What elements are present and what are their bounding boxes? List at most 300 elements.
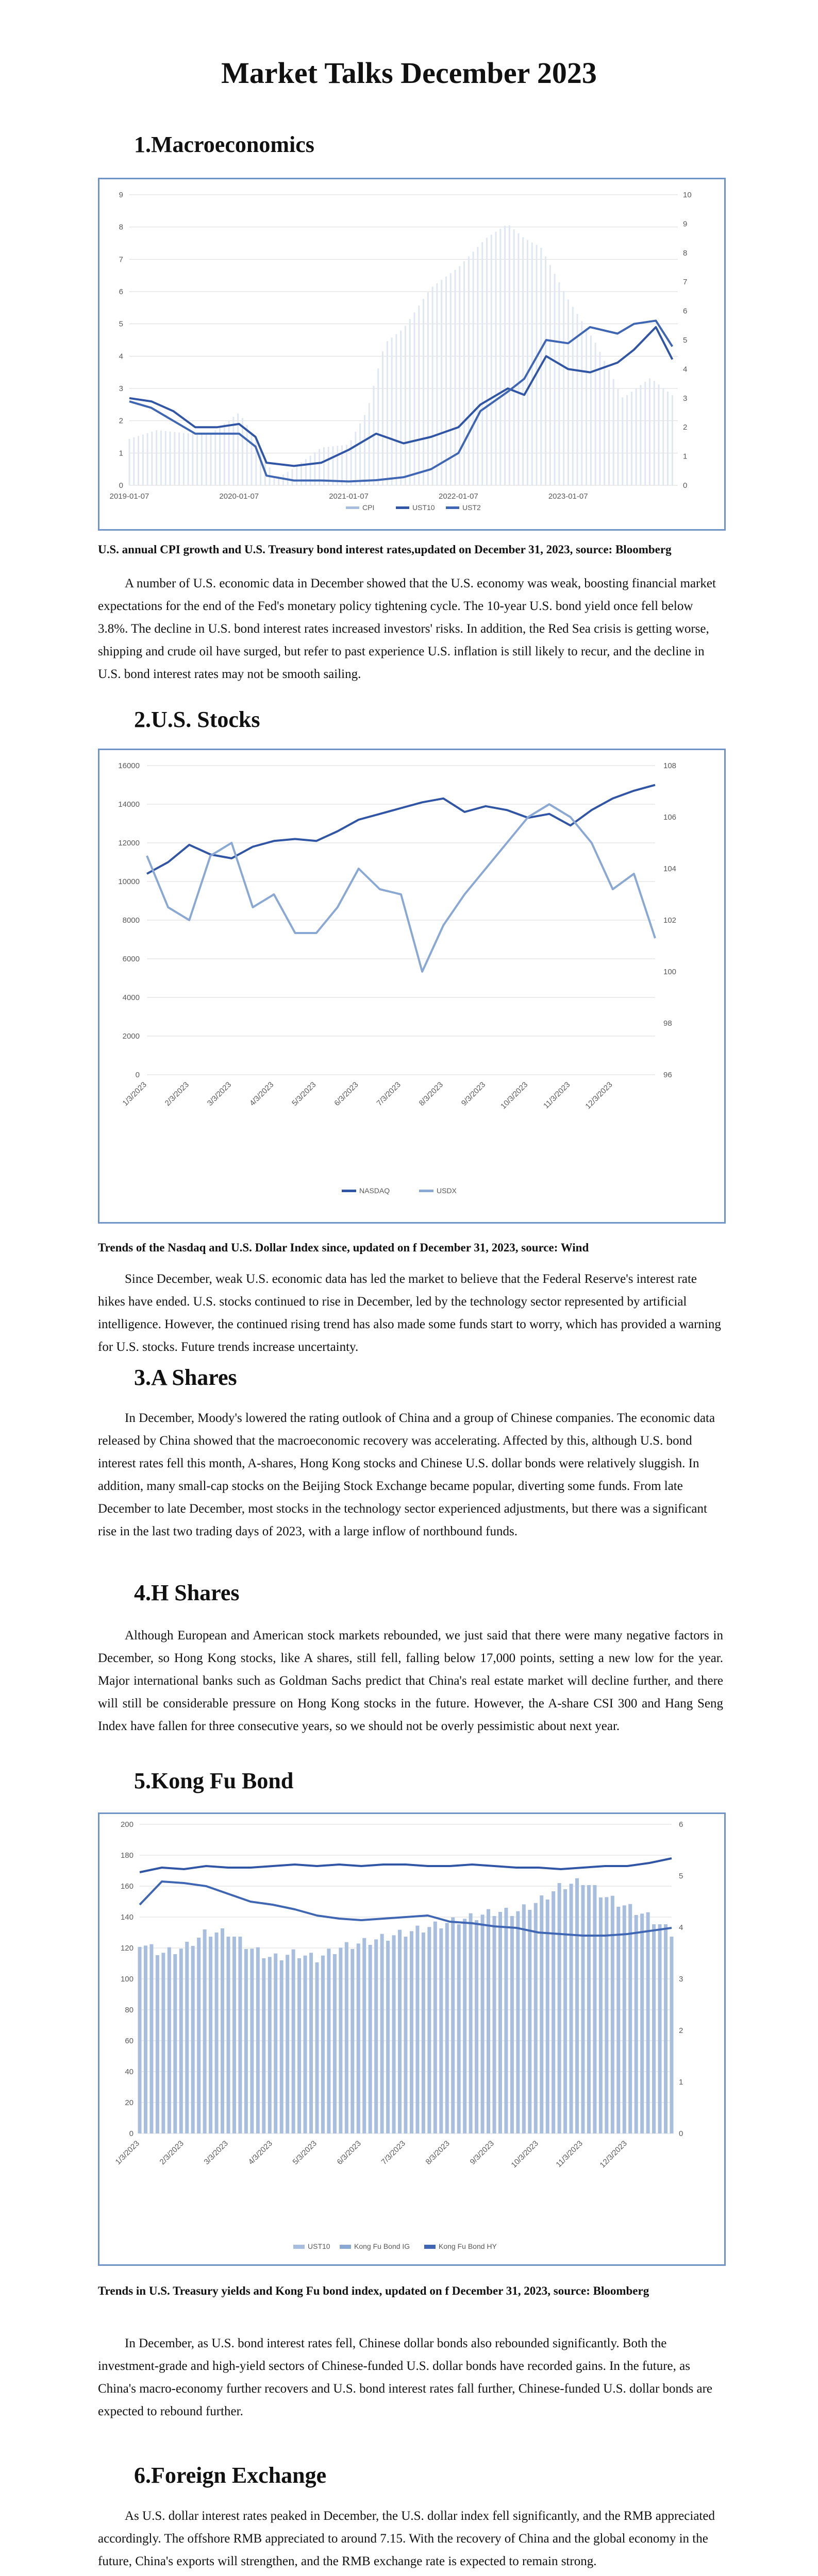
ust10-bar: [350, 1949, 354, 2133]
ust10-bar: [439, 1928, 443, 2133]
chart-kong-fu-bond: [98, 1812, 726, 2266]
cpi-bar: [554, 274, 556, 485]
cpi-bar: [595, 343, 596, 485]
cpi-bar: [174, 432, 175, 485]
cpi-bar: [481, 242, 483, 485]
cpi-bar: [662, 388, 664, 485]
ust10-bar: [605, 1897, 608, 2133]
cpi-bar: [513, 229, 515, 485]
legend-swatch: [396, 506, 409, 509]
cpi-bar: [622, 397, 623, 485]
chart-cpi-treasury-svg: [99, 179, 724, 529]
ust10-bar: [599, 1897, 603, 2133]
legend-label: CPI: [362, 503, 375, 512]
ust10-bar: [510, 1916, 514, 2133]
legend-label: UST10: [412, 503, 435, 512]
x-tick-label: 5/3/2023: [291, 2139, 319, 2167]
x-tick-label: 9/3/2023: [459, 1080, 488, 1108]
cpi-bar: [455, 270, 456, 485]
ust10-bar: [445, 1923, 449, 2133]
cpi-bar: [468, 257, 470, 485]
cpi-bar: [210, 433, 212, 485]
legend-label: UST10: [308, 2242, 330, 2250]
y-tick-label: 7: [119, 255, 123, 264]
x-tick-label: 1/3/2023: [113, 2139, 141, 2167]
cpi-bar: [228, 420, 230, 485]
x-tick-label: 12/3/2023: [583, 1080, 614, 1111]
x-tick-label: 6/3/2023: [332, 1080, 360, 1108]
x-tick-label: 2020-01-07: [219, 492, 259, 501]
paragraph-us-stocks: Since December, weak U.S. economic data has led the market to believe that the Federal Reserve's interest rate hikes have ended. U.S. stocks continued to rise in December, led by the technology sector represented by artificial intelligence. However, the continued rising trend has also made some funds start to worry, which has provided a warning for U.S. stocks. Future trends increase uncertainty.: [98, 1272, 721, 1354]
y-tick-label: 40: [125, 2067, 133, 2076]
cpi-bar: [563, 291, 564, 485]
series-line-nasdaq: [147, 785, 655, 874]
cpi-bar: [527, 240, 528, 485]
cpi-bar: [377, 368, 379, 485]
series-line-kong-fu-bond-ig: [140, 1858, 672, 1872]
cpi-bar: [382, 351, 383, 485]
cpi-bar: [599, 352, 600, 485]
ust10-bar: [611, 1896, 614, 2133]
y-tick-label: 6: [119, 287, 123, 296]
cpi-bar: [183, 433, 185, 485]
cpi-bar: [558, 282, 560, 485]
cpi-bar: [328, 447, 329, 485]
y-tick-label: 120: [120, 1944, 133, 1953]
y-tick-label: 200: [120, 1820, 133, 1829]
ust10-bar: [362, 1938, 366, 2133]
x-tick-label: 2023-01-07: [548, 492, 588, 501]
cpi-bar: [151, 432, 153, 485]
cpi-bar: [654, 381, 655, 485]
ust10-bar: [274, 1954, 277, 2133]
ust10-bar: [422, 1933, 425, 2133]
y-right-tick-label: 9: [683, 219, 688, 229]
ust10-bar: [563, 1889, 567, 2133]
paragraph-macroeconomics: A number of U.S. economic data in December showed that the U.S. economy was weak, boosting financial market expectations for the end of the Fed's monetary policy tightening cycle. The 10-year U.S. bond yield once fell below 3.8%. The decline in U.S. bond interest rates increased investors' risks. In addition, the Red Sea crisis is getting worse, shipping and crude oil have surged, but refer to past experience U.S. inflation is still likely to recur, and the decline in U.S. bond interest rates may not be smooth sailing.: [98, 577, 716, 681]
cpi-bar: [658, 384, 660, 485]
legend-label: Kong Fu Bond HY: [439, 2242, 497, 2250]
ust10-bar: [209, 1937, 212, 2133]
cpi-bar: [292, 469, 293, 485]
cpi-bar: [590, 335, 592, 485]
legend-label: Kong Fu Bond IG: [354, 2242, 410, 2250]
ust10-bar: [197, 1938, 201, 2133]
ust10-bar: [522, 1904, 526, 2133]
y-right-tick-label: 6: [683, 307, 688, 316]
cpi-bar: [423, 299, 424, 485]
cpi-bar: [129, 439, 130, 485]
y-right-tick-label: 4: [679, 1923, 683, 1932]
ust10-bar: [534, 1903, 538, 2133]
cpi-bar: [201, 433, 203, 485]
cpi-bar: [667, 392, 669, 485]
ust10-bar: [670, 1937, 674, 2133]
y-tick-label: 5: [119, 319, 123, 329]
cpi-bar: [567, 299, 569, 485]
cpi-bar: [160, 431, 162, 485]
x-tick-label: 8/3/2023: [424, 2139, 452, 2167]
ust10-bar: [392, 1935, 396, 2133]
chart-caption-kong-fu-bond: Trends in U.S. Treasury yields and Kong Fu bond index, updated on f December 31, 2023, source: Bloomberg: [98, 2284, 649, 2297]
cpi-bar: [418, 306, 420, 485]
y-tick-label: 10000: [118, 877, 140, 886]
cpi-bar: [517, 233, 519, 485]
cpi-bar: [495, 232, 497, 485]
y-tick-label: 100: [120, 1975, 133, 1984]
legend-label: USDX: [437, 1187, 457, 1195]
ust10-bar: [268, 1957, 272, 2133]
cpi-bar: [450, 273, 452, 485]
y-right-tick-label: 8: [683, 248, 688, 258]
ust10-bar: [493, 1916, 496, 2133]
ust10-bar: [475, 1920, 478, 2133]
x-tick-label: 4/3/2023: [246, 2139, 274, 2167]
ust10-bar: [616, 1907, 620, 2133]
y-right-tick-label: 2: [679, 2026, 683, 2035]
ust10-bar: [339, 1947, 342, 2133]
cpi-bar: [499, 229, 501, 485]
ust10-bar: [623, 1905, 626, 2133]
cpi-bar: [491, 235, 492, 485]
y-tick-label: 0: [135, 1071, 140, 1079]
ust10-bar: [327, 1948, 330, 2133]
cpi-bar: [509, 225, 510, 485]
cpi-bar: [427, 292, 429, 485]
document-title: Market Talks December 2023: [221, 56, 597, 90]
cpi-bar: [644, 382, 646, 485]
cpi-bar: [445, 277, 447, 485]
cpi-bar: [549, 265, 551, 485]
cpi-bar: [273, 477, 275, 485]
cpi-bar: [332, 446, 334, 485]
y-tick-label: 8000: [122, 916, 140, 925]
x-tick-label: 10/3/2023: [499, 1080, 530, 1111]
ust10-bar: [292, 1950, 295, 2133]
cpi-bar: [577, 314, 578, 485]
ust10-bar: [427, 1927, 431, 2133]
cpi-bar: [232, 417, 234, 485]
paragraph-a-shares: In December, Moody's lowered the rating outlook of China and a group of Chinese companies. The economic data released by China showed that the macroeconomic recovery was accelerating. Affected by this, although U.S. bond interest rates fell this month, A-shares, Hong Kong stocks and Chinese U.S. dollar bonds were relatively sluggish. In addition, many small-cap stocks on the Beijing Stock Exchange became popular, diverting some funds. From late December to late December, most stocks in the technology sector experienced adjustments, but there was a significant rise in the last two trading days of 2023, with a large inflow of northbound funds.: [98, 1411, 715, 1538]
series-line-kong-fu-bond-hy: [140, 1882, 672, 1936]
y-tick-label: 0: [129, 2129, 133, 2138]
y-tick-label: 2: [119, 416, 123, 426]
ust10-bar: [575, 1878, 579, 2133]
cpi-bar: [251, 432, 253, 485]
cpi-bar: [170, 432, 171, 485]
ust10-bar: [173, 1954, 177, 2133]
ust10-bar: [558, 1883, 561, 2133]
y-tick-label: 140: [120, 1913, 133, 1922]
cpi-bar: [522, 237, 524, 485]
ust10-bar: [451, 1918, 455, 2133]
y-tick-label: 14000: [118, 800, 140, 809]
x-tick-label: 2022-01-07: [439, 492, 478, 501]
chart-caption-macroeconomics: U.S. annual CPI growth and U.S. Treasury bond interest rates,updated on December 31, 2023, source: Bloomberg: [98, 543, 672, 556]
ust10-bar: [297, 1958, 301, 2133]
cpi-bar: [405, 326, 406, 485]
y-right-tick-label: 1: [679, 2078, 683, 2087]
y-right-tick-label: 6: [679, 1820, 683, 1829]
ust10-bar: [528, 1910, 531, 2133]
ust10-bar: [203, 1929, 207, 2133]
legend-label: NASDAQ: [359, 1187, 390, 1195]
cpi-bar: [282, 474, 284, 485]
ust10-bar: [227, 1937, 230, 2133]
y-tick-label: 6000: [122, 955, 140, 963]
ust10-bar: [481, 1914, 485, 2133]
cpi-bar: [473, 252, 474, 485]
cpi-bar: [165, 431, 166, 485]
cpi-bar: [260, 448, 261, 485]
cpi-bar: [219, 427, 221, 485]
cpi-bar: [337, 446, 338, 485]
cpi-bar: [395, 334, 397, 485]
y-right-tick-label: 98: [663, 1019, 672, 1028]
y-tick-label: 20: [125, 2098, 133, 2107]
y-tick-label: 1: [119, 449, 123, 458]
y-tick-label: 3: [119, 384, 123, 393]
x-tick-label: 11/3/2023: [554, 2139, 585, 2170]
ust10-bar: [191, 1946, 195, 2133]
ust10-bar: [593, 1885, 596, 2133]
ust10-bar: [516, 1911, 520, 2133]
y-tick-label: 0: [119, 481, 123, 490]
x-tick-label: 6/3/2023: [335, 2139, 363, 2167]
cpi-bar: [214, 430, 216, 485]
cpi-bar: [636, 388, 637, 485]
y-right-tick-label: 1: [683, 452, 688, 461]
legend-swatch: [446, 506, 459, 509]
ust10-bar: [357, 1943, 360, 2133]
x-tick-label: 3/3/2023: [205, 1080, 233, 1108]
cpi-bar: [142, 434, 144, 485]
y-right-tick-label: 102: [663, 916, 677, 925]
ust10-bar: [156, 1955, 159, 2133]
ust10-bar: [374, 1939, 378, 2133]
ust10-bar: [652, 1924, 656, 2133]
legend-swatch: [293, 2245, 305, 2249]
ust10-bar: [238, 1937, 242, 2133]
ust10-bar: [664, 1924, 667, 2133]
y-right-tick-label: 2: [683, 423, 688, 432]
x-tick-label: 5/3/2023: [290, 1080, 318, 1108]
x-tick-label: 4/3/2023: [248, 1080, 276, 1108]
cpi-bar: [188, 433, 189, 485]
chart-cpi-treasury: [98, 178, 726, 531]
ust10-bar: [487, 1909, 490, 2133]
ust10-bar: [386, 1941, 390, 2133]
paragraph-foreign-exchange: As U.S. dollar interest rates peaked in December, the U.S. dollar index fell significantly, and the RMB appreciated accordingly. The offshore RMB appreciated to around 7.15. With the recovery of China and the global economy in the future, China's exports will strengthen, and the RMB exchange rate is expected to remain strong.: [98, 2509, 715, 2568]
y-right-tick-label: 0: [679, 2129, 683, 2138]
x-tick-label: 2/3/2023: [158, 2139, 186, 2167]
cpi-bar: [196, 433, 198, 485]
legend-swatch: [346, 506, 359, 509]
chart-caption-us-stocks: Trends of the Nasdaq and U.S. Dollar Index since, updated on f December 31, 2023, source: Wind: [98, 1241, 589, 1254]
cpi-bar: [649, 378, 650, 485]
ust10-bar: [540, 1895, 543, 2133]
section-heading-us-stocks: 2.U.S. Stocks: [134, 707, 260, 732]
y-tick-label: 4000: [122, 993, 140, 1002]
ust10-bar: [469, 1913, 473, 2133]
ust10-bar: [498, 1912, 502, 2133]
section-heading-macroeconomics: 1.Macroeconomics: [134, 132, 314, 157]
legend-swatch: [340, 2245, 351, 2249]
x-tick-label: 7/3/2023: [379, 2139, 407, 2167]
legend-swatch: [419, 1190, 433, 1192]
ust10-bar: [369, 1945, 372, 2133]
ust10-bar: [161, 1953, 165, 2133]
legend-swatch: [424, 2245, 436, 2249]
cpi-bar: [178, 432, 180, 485]
ust10-bar: [658, 1924, 662, 2133]
y-tick-label: 4: [119, 352, 123, 361]
chart-nasdaq-usdx: [98, 749, 726, 1224]
y-right-tick-label: 108: [663, 761, 677, 770]
ust10-bar: [457, 1924, 461, 2133]
ust10-bar: [221, 1928, 224, 2133]
cpi-bar: [536, 245, 538, 485]
ust10-bar: [138, 1947, 142, 2133]
ust10-bar: [304, 1956, 307, 2133]
legend-label: UST2: [462, 503, 481, 512]
x-tick-label: 8/3/2023: [417, 1080, 445, 1108]
cpi-bar: [138, 436, 139, 485]
ust10-bar: [635, 1915, 638, 2133]
cpi-bar: [364, 415, 365, 485]
ust10-bar: [215, 1933, 219, 2133]
cpi-bar: [400, 331, 402, 485]
y-right-tick-label: 96: [663, 1071, 672, 1079]
cpi-bar: [391, 337, 393, 485]
cpi-bar: [147, 433, 148, 485]
ust10-bar: [333, 1954, 337, 2133]
y-tick-label: 60: [125, 2037, 133, 2045]
y-tick-label: 8: [119, 223, 123, 232]
ust10-bar: [309, 1953, 313, 2133]
cpi-bar: [463, 261, 465, 485]
y-tick-label: 2000: [122, 1032, 140, 1041]
y-tick-label: 16000: [118, 761, 140, 770]
x-tick-label: 10/3/2023: [509, 2139, 540, 2170]
cpi-bar: [296, 466, 297, 485]
ust10-bar: [149, 1944, 153, 2133]
ust10-bar: [380, 1934, 384, 2133]
ust10-bar: [398, 1930, 402, 2133]
cpi-bar: [617, 388, 619, 485]
y-tick-label: 9: [119, 191, 123, 199]
cpi-bar: [640, 385, 641, 485]
cpi-bar: [572, 307, 574, 485]
section-heading-kong-fu-bond: 5.Kong Fu Bond: [134, 1768, 294, 1793]
ust10-bar: [570, 1884, 573, 2133]
cpi-bar: [369, 403, 370, 485]
x-tick-label: 7/3/2023: [375, 1080, 403, 1108]
section-heading-a-shares: 3.A Shares: [134, 1365, 237, 1390]
cpi-bar: [341, 445, 343, 485]
x-tick-label: 9/3/2023: [468, 2139, 496, 2167]
y-tick-label: 12000: [118, 839, 140, 848]
section-heading-foreign-exchange: 6.Foreign Exchange: [134, 2463, 327, 2488]
cpi-bar: [477, 247, 478, 485]
cpi-bar: [206, 433, 207, 485]
ust10-bar: [256, 1947, 260, 2133]
cpi-bar: [608, 370, 610, 485]
ust10-bar: [250, 1948, 254, 2133]
cpi-bar: [436, 283, 438, 485]
cpi-bar: [672, 395, 673, 485]
ust10-bar: [321, 1956, 325, 2133]
cpi-bar: [133, 437, 135, 485]
ust10-bar: [628, 1904, 632, 2133]
y-right-tick-label: 106: [663, 813, 677, 822]
y-tick-label: 80: [125, 2006, 133, 2014]
ust10-bar: [315, 1962, 319, 2133]
ust10-bar: [640, 1913, 644, 2133]
ust10-bar: [185, 1942, 189, 2133]
ust10-bar: [286, 1955, 289, 2133]
cpi-bar: [486, 238, 488, 485]
y-right-tick-label: 100: [663, 968, 677, 976]
cpi-bar: [246, 425, 248, 485]
x-tick-label: 11/3/2023: [542, 1080, 572, 1111]
x-tick-label: 3/3/2023: [202, 2139, 230, 2167]
cpi-bar: [355, 432, 356, 485]
y-right-tick-label: 3: [679, 1975, 683, 1984]
ust10-bar: [168, 1947, 171, 2133]
y-right-tick-label: 5: [683, 336, 688, 345]
ust10-bar: [345, 1942, 348, 2133]
ust10-bar: [179, 1948, 183, 2133]
legend-swatch: [342, 1190, 356, 1192]
cpi-bar: [156, 430, 157, 485]
cpi-bar: [192, 433, 193, 485]
cpi-bar: [545, 257, 546, 485]
y-tick-label: 160: [120, 1882, 133, 1891]
ust10-bar: [280, 1960, 283, 2133]
cpi-bar: [613, 379, 614, 485]
series-line-usdx: [147, 804, 655, 972]
ust10-bar: [504, 1908, 508, 2133]
y-right-tick-label: 3: [683, 394, 688, 403]
ust10-bar: [262, 1958, 265, 2133]
ust10-bar: [232, 1937, 236, 2133]
ust10-bar: [404, 1937, 408, 2133]
ust10-bar: [433, 1922, 437, 2133]
y-right-tick-label: 104: [663, 865, 677, 873]
cpi-bar: [359, 423, 361, 485]
y-right-tick-label: 5: [679, 1872, 683, 1880]
cpi-bar: [441, 280, 442, 485]
y-right-tick-label: 7: [683, 278, 688, 287]
x-tick-label: 1/3/2023: [121, 1080, 148, 1108]
cpi-bar: [586, 328, 587, 485]
ust10-bar: [144, 1945, 147, 2133]
cpi-bar: [414, 312, 415, 485]
ust10-bar: [546, 1900, 549, 2133]
y-right-tick-label: 0: [683, 481, 688, 490]
cpi-bar: [604, 361, 605, 485]
paragraph-kong-fu-bond: In December, as U.S. bond interest rates fell, Chinese dollar bonds also rebounded significantly. Both the investment-grade and high-yield sectors of Chinese-funded U.S. dollar bonds have recorded gains. In the future, as China's macro-economy further recovers and U.S. bond interest rates fall further, Chinese-funded U.S. dollar bonds are expected to rebound further.: [98, 2336, 713, 2418]
cpi-bar: [432, 286, 433, 485]
x-tick-label: 12/3/2023: [598, 2139, 629, 2170]
chart-nasdaq-usdx-svg: [99, 750, 724, 1222]
y-tick-label: 180: [120, 1851, 133, 1860]
ust10-bar: [587, 1885, 591, 2133]
ust10-bar: [410, 1931, 413, 2133]
x-tick-label: 2021-01-07: [329, 492, 369, 501]
ust10-bar: [646, 1912, 650, 2133]
